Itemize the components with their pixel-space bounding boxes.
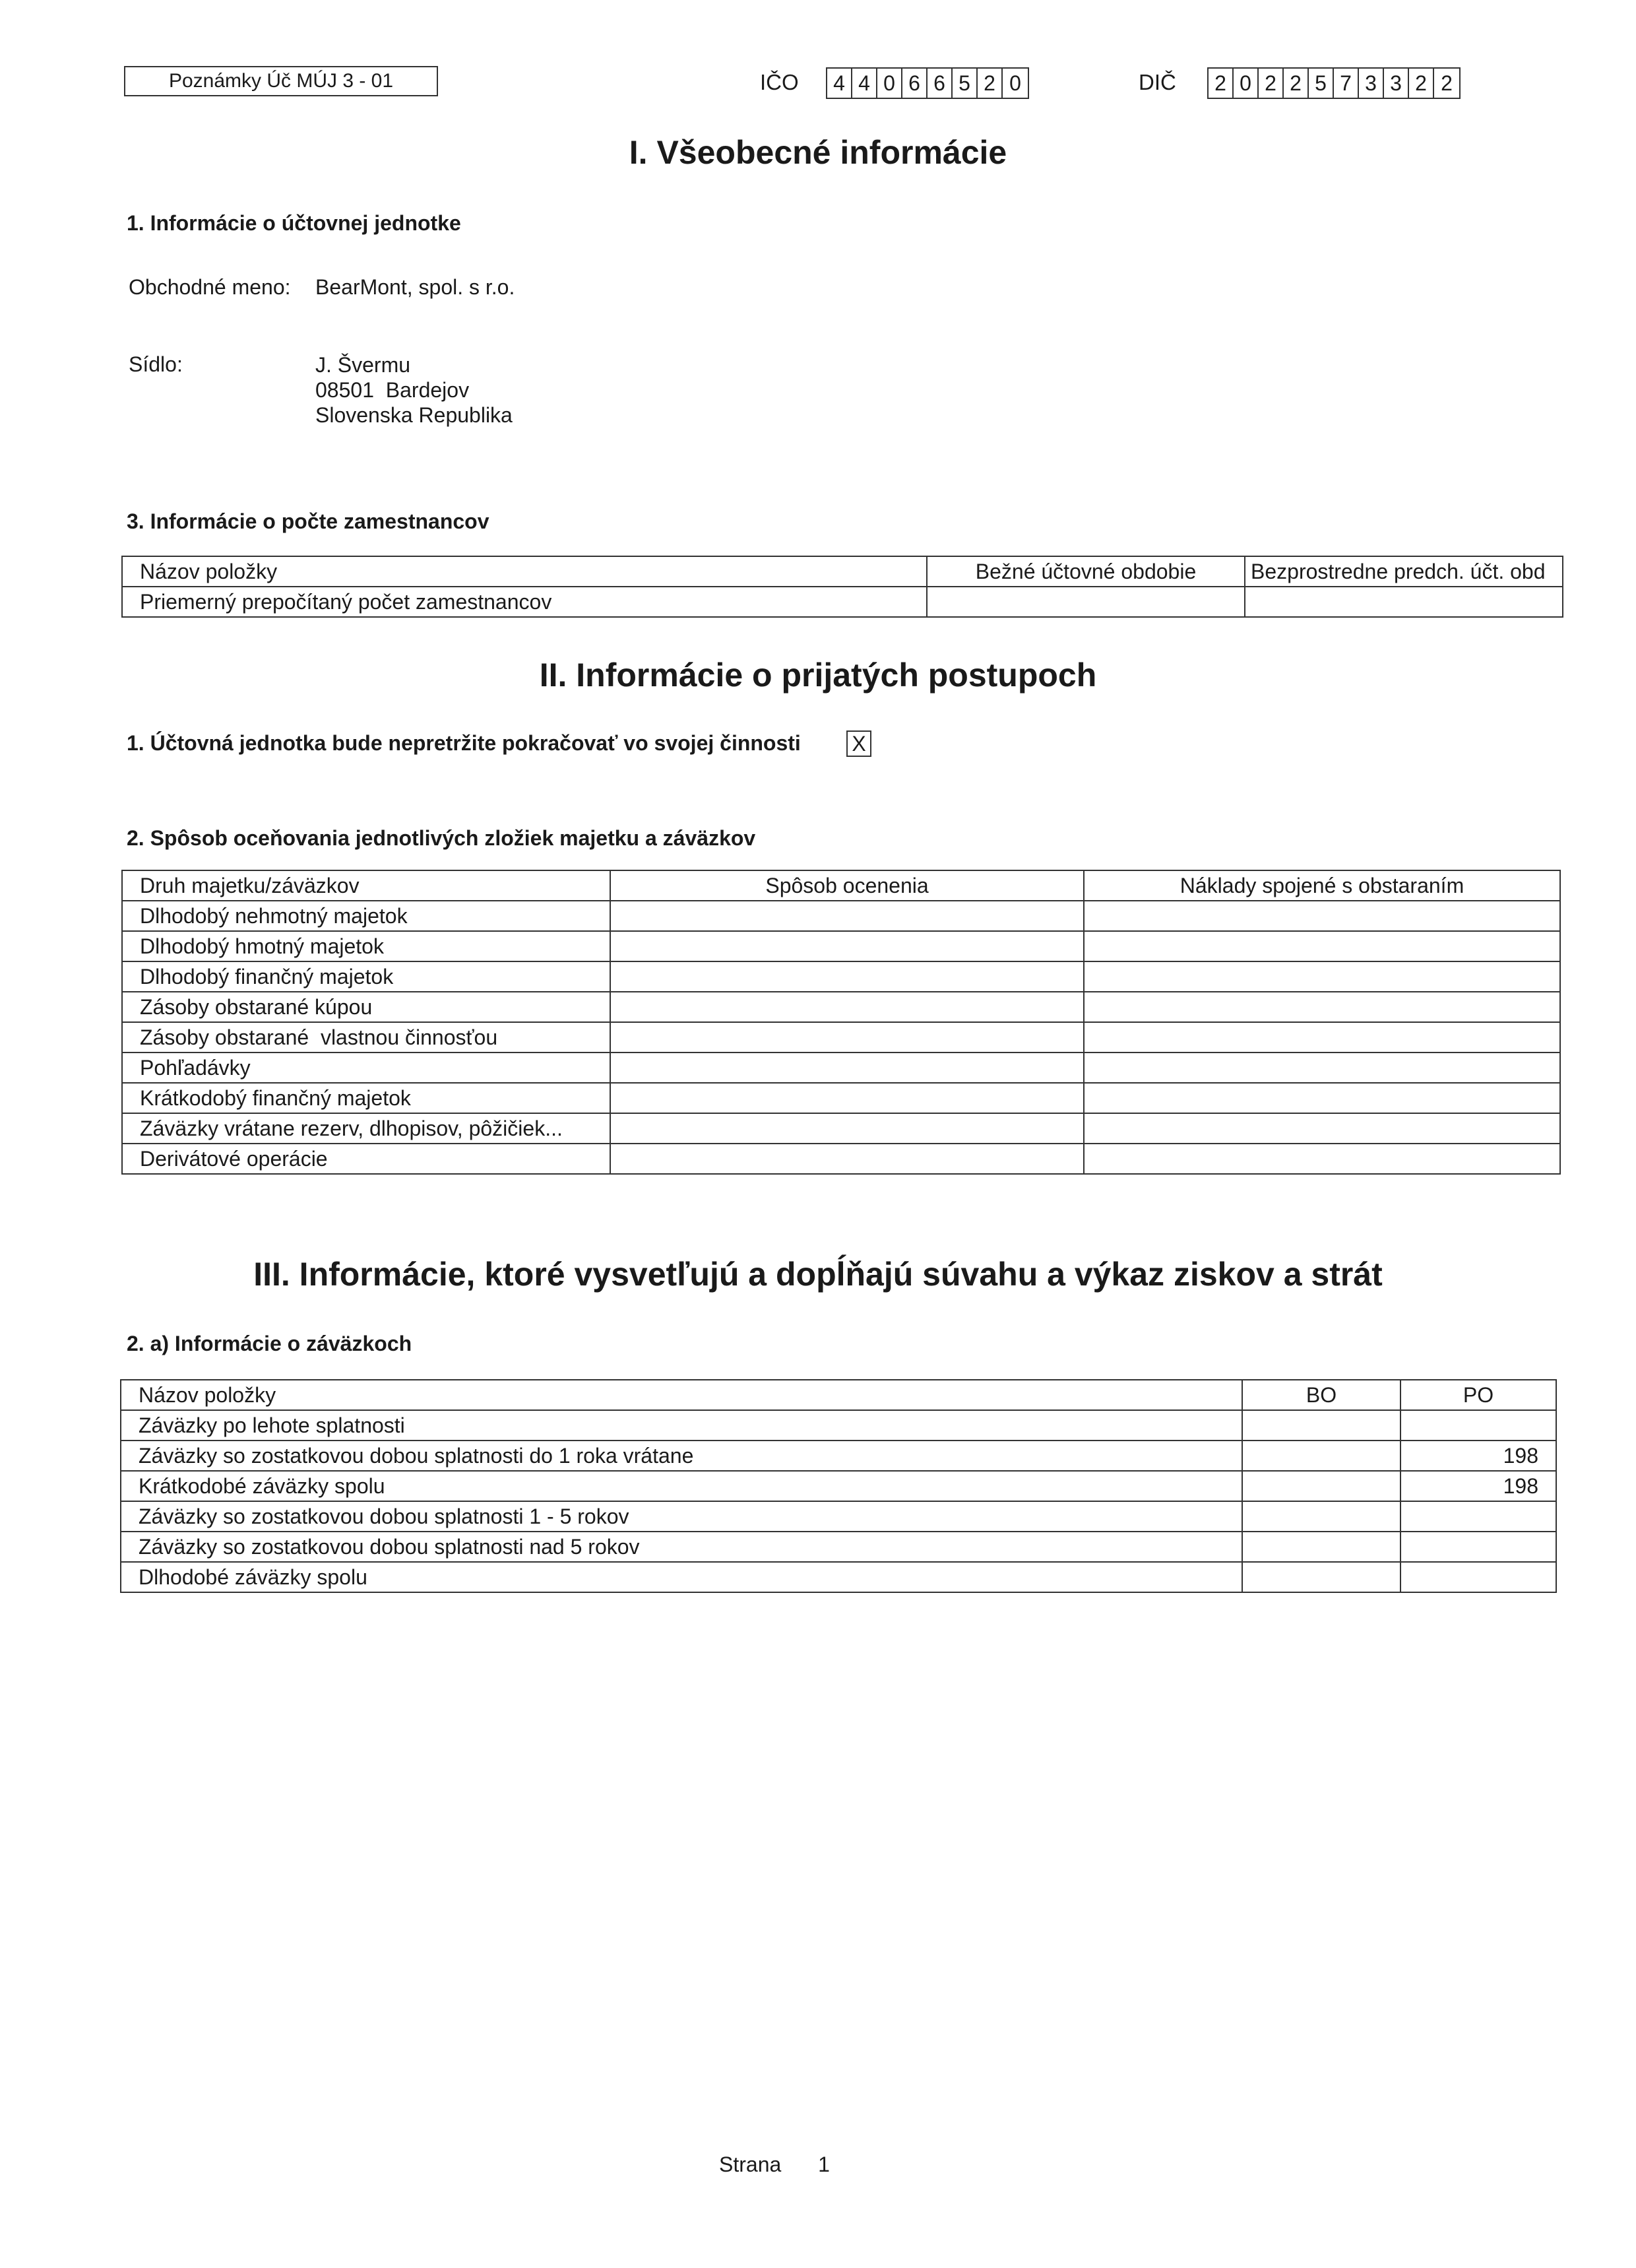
table-row [121,1410,1556,1441]
table-cell: Krátkodobý finančný majetok [122,1083,610,1113]
table-cell: Dlhodobý nehmotný majetok [122,901,610,931]
table-header-row [122,870,1560,901]
ico-digit: 6 [902,69,928,98]
dic-digits [1207,67,1461,99]
ico-digit: 0 [1009,71,1021,95]
table-row [122,931,1560,961]
table-cell [610,1053,1084,1083]
table-cell [1400,1532,1556,1562]
table-cell [927,587,1245,617]
ico-digits [826,67,1029,99]
table-cell [1084,901,1560,931]
business-name-label: Obchodné meno: [129,275,291,299]
table-row [121,1441,1556,1471]
table-cell [610,1083,1084,1113]
seat-country: Slovenska Republika [315,403,513,427]
employees-table [121,556,1563,618]
dic-digit: 2 [1441,71,1453,95]
table-cell [1084,992,1560,1022]
valuation-table [121,870,1561,1175]
table-row [122,1053,1560,1083]
dic-digit: 7 [1334,69,1359,98]
table-cell [1084,961,1560,992]
table-cell [610,1144,1084,1174]
table-row [122,1144,1560,1174]
table-cell: Dlhodobé záväzky spolu [121,1562,1242,1592]
section-3-title: III. Informácie, ktoré vysvetľujú a dopĺňajú súvahu a výkaz ziskov a strát [253,1256,1383,1293]
table-cell: Pohľadávky [122,1053,610,1083]
page-label: Strana [719,2153,782,2176]
table-row [122,1083,1560,1113]
page-number: 1 [818,2153,830,2176]
table-row [122,901,1560,931]
table-header-cell: PO [1400,1380,1556,1410]
page-footer [719,2153,830,2177]
table-cell [1084,931,1560,961]
section-1-title: I. Všeobecné informácie [629,134,1007,171]
table-cell: Krátkodobé záväzky spolu [121,1471,1242,1501]
table-header-cell: Druh majetku/záväzkov [122,870,610,901]
ico-label: IČO [760,70,799,94]
table-row [122,587,1563,617]
table-cell: Dlhodobý finančný majetok [122,961,610,992]
dic-digit: 3 [1384,69,1409,98]
going-concern-mark: X [852,731,866,756]
table-cell: Dlhodobý hmotný majetok [122,931,610,961]
table-row [122,1022,1560,1053]
liabilities-table [120,1379,1557,1593]
seat-address [315,352,513,428]
table-cell [1084,1113,1560,1144]
table-cell [1242,1532,1400,1562]
table-header-row [121,1380,1556,1410]
ico-digit: 0 [877,69,902,98]
table-cell [1084,1083,1560,1113]
seat-city: 08501 Bardejov [315,378,470,402]
table-cell: Záväzky so zostatkovou dobou splatnosti 1 - 5 rokov [121,1501,1242,1532]
dic-digit: 3 [1359,69,1384,98]
table-cell: Priemerný prepočítaný počet zamestnancov [122,587,927,617]
going-concern-checkbox [846,730,871,757]
table-cell [1242,1410,1400,1441]
table-cell [1084,1022,1560,1053]
table-cell: Zásoby obstarané kúpou [122,992,610,1022]
subsection-employees: 3. Informácie o počte zamestnancov [127,509,489,533]
table-cell [1400,1501,1556,1532]
table-row [122,992,1560,1022]
ico-digit: 2 [978,69,1003,98]
table-header-cell: Bežné účtovné obdobie [927,556,1245,587]
table-row [121,1501,1556,1532]
table-header-cell: Spôsob ocenenia [610,870,1084,901]
table-row [121,1562,1556,1592]
table-cell [1084,1053,1560,1083]
table-cell: Zásoby obstarané vlastnou činnosťou [122,1022,610,1053]
table-cell [1245,587,1563,617]
dic-digit: 2 [1409,69,1434,98]
ico-digit: 6 [928,69,953,98]
table-cell [1242,1441,1400,1471]
seat-label: Sídlo: [129,352,183,376]
table-header-row [122,556,1563,587]
table-cell [610,931,1084,961]
seat-street: J. Švermu [315,353,411,377]
dic-digit: 5 [1309,69,1334,98]
going-concern-text: 1. Účtovná jednotka bude nepretržite pokračovať vo svojej činnosti [127,731,801,755]
table-header-cell: Názov položky [122,556,927,587]
table-header-cell: Náklady spojené s obstaraním [1084,870,1560,901]
ico-digit: 4 [852,69,877,98]
table-cell [610,901,1084,931]
dic-digit: 0 [1234,69,1259,98]
table-cell [610,1022,1084,1053]
table-cell [1400,1562,1556,1592]
table-header-cell: Bezprostredne predch. účt. obd [1245,556,1563,587]
table-cell: Záväzky vrátane rezerv, dlhopisov, pôžičiek... [122,1113,610,1144]
table-cell [1242,1471,1400,1501]
table-cell [610,961,1084,992]
table-cell [1242,1501,1400,1532]
table-cell: Záväzky po lehote splatnosti [121,1410,1242,1441]
table-header-cell: BO [1242,1380,1400,1410]
table-cell [1400,1410,1556,1441]
dic-digit: 2 [1209,69,1234,98]
table-cell: Záväzky so zostatkovou dobou splatnosti do 1 roka vrátane [121,1441,1242,1471]
table-cell: 198 [1400,1471,1556,1501]
ico-digit: 5 [953,69,978,98]
table-row [121,1532,1556,1562]
subsection-valuation: 2. Spôsob oceňovania jednotlivých zložiek majetku a záväzkov [127,826,756,850]
table-cell [1084,1144,1560,1174]
form-code-box [124,66,438,96]
dic-label: DIČ [1139,70,1176,94]
form-code: Poznámky Úč MÚJ 3 - 01 [168,70,394,92]
ico-digit: 4 [827,69,852,98]
table-cell: Derivátové operácie [122,1144,610,1174]
subsection-liabilities: 2. a) Informácie o záväzkoch [127,1332,412,1355]
section-2-title: II. Informácie o prijatých postupoch [539,657,1097,694]
subsection-entity-info: 1. Informácie o účtovnej jednotke [127,211,461,235]
table-row [121,1471,1556,1501]
table-row [122,1113,1560,1144]
table-header-cell: Názov položky [121,1380,1242,1410]
dic-digit: 2 [1284,69,1309,98]
table-row [122,961,1560,992]
table-cell: 198 [1400,1441,1556,1471]
table-cell [610,1113,1084,1144]
dic-digit: 2 [1259,69,1284,98]
table-cell: Záväzky so zostatkovou dobou splatnosti nad 5 rokov [121,1532,1242,1562]
table-cell [1242,1562,1400,1592]
table-cell [610,992,1084,1022]
business-name-value: BearMont, spol. s r.o. [315,275,515,299]
